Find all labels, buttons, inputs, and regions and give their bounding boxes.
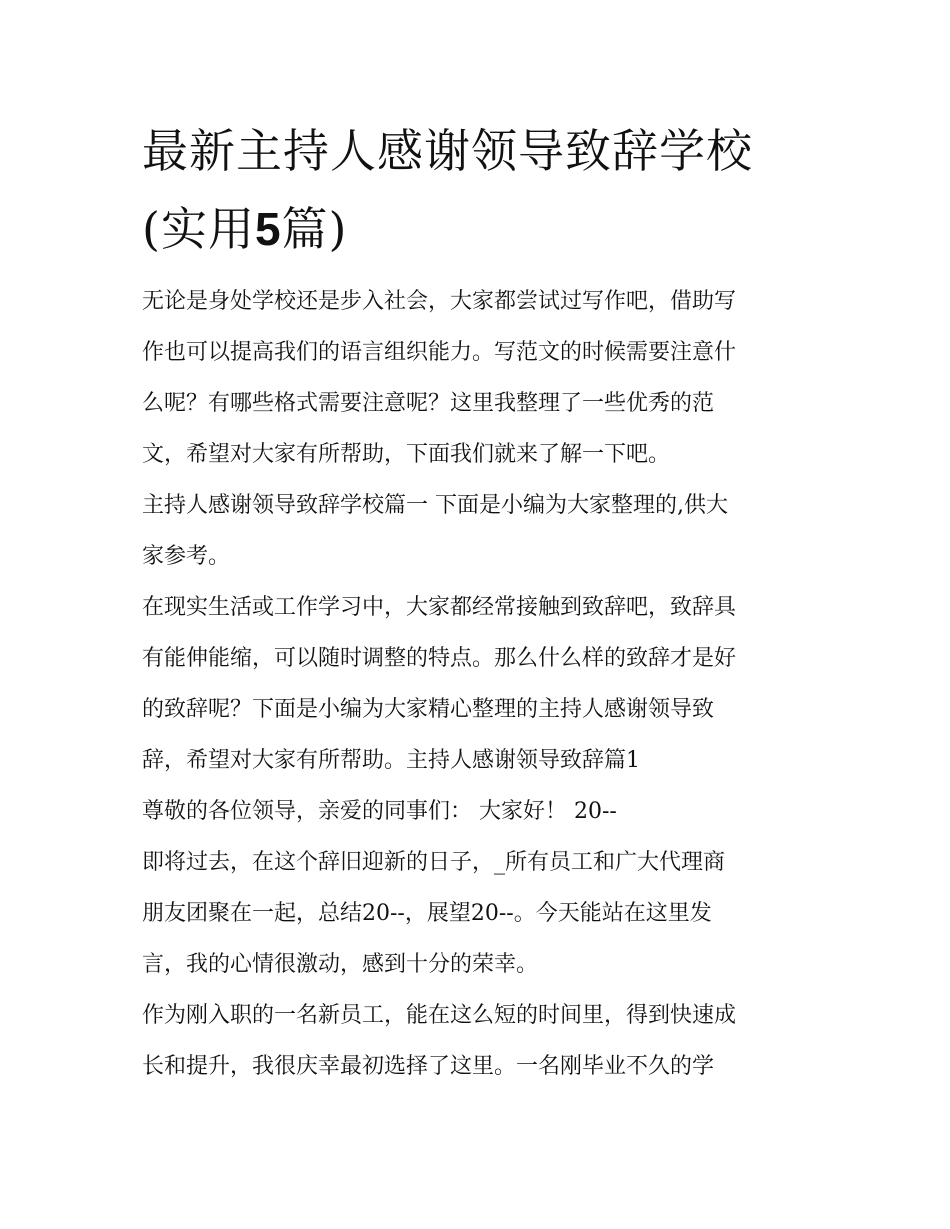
paragraph-line: 的致辞呢？下面是小编为大家精心整理的主持人感谢领导致 (142, 697, 715, 722)
speech-paragraph (142, 837, 822, 990)
document-title (142, 112, 832, 268)
title-line-1: 最新主持人感谢领导致辞学校 (142, 124, 753, 178)
paragraph-line: 尊敬的各位领导，亲爱的同事们： 大家好！ 20-- (142, 799, 617, 824)
paragraph-line: 即将过去，在这个辞旧迎新的日子，_所有员工和广大代理商 (142, 850, 726, 875)
paragraph-line: 言，我的心情很激动，感到十分的荣幸。 (142, 952, 539, 977)
title-part-close: 篇) (281, 202, 348, 256)
paragraph-line: 有能伸能缩，可以随时调整的特点。那么什么样的致辞才是好 (142, 646, 737, 671)
paragraph-line: 朋友团聚在一起，总结20--，展望20--。今天能站在这里发 (142, 901, 712, 926)
paragraph-line: 主持人感谢领导致辞学校篇一 下面是小编为大家整理的,供大 (142, 493, 728, 518)
context-paragraph (142, 582, 822, 786)
paragraph-line: 文，希望对大家有所帮助，下面我们就来了解一下吧。 (142, 442, 671, 467)
intro-paragraph (142, 276, 822, 480)
paragraph-line: 作也可以提高我们的语言组织能力。写范文的时候需要注意什 (142, 340, 737, 365)
title-part-open: (实用 (142, 202, 255, 256)
paragraph-line: 么呢？有哪些格式需要注意呢？这里我整理了一些优秀的范 (142, 391, 715, 416)
title-line-2 (142, 190, 832, 268)
closing-paragraph (142, 990, 822, 1092)
title-part-number: 5 (254, 203, 282, 255)
paragraph-line: 作为刚入职的一名新员工，能在这么短的时间里，得到快速成 (142, 1003, 737, 1028)
section-one-paragraph (142, 480, 822, 582)
paragraph-line: 家参考。 (142, 544, 231, 569)
paragraph-line: 长和提升，我很庆幸最初选择了这里。一名刚毕业不久的学 (142, 1054, 715, 1079)
paragraph-line: 在现实生活或工作学习中，大家都经常接触到致辞吧，致辞具 (142, 595, 737, 620)
paragraph-line: 辞，希望对大家有所帮助。主持人感谢领导致辞篇1 (142, 748, 640, 773)
paragraph-line: 无论是身处学校还是步入社会，大家都尝试过写作吧，借助写 (142, 289, 737, 314)
greeting-paragraph (142, 786, 822, 837)
